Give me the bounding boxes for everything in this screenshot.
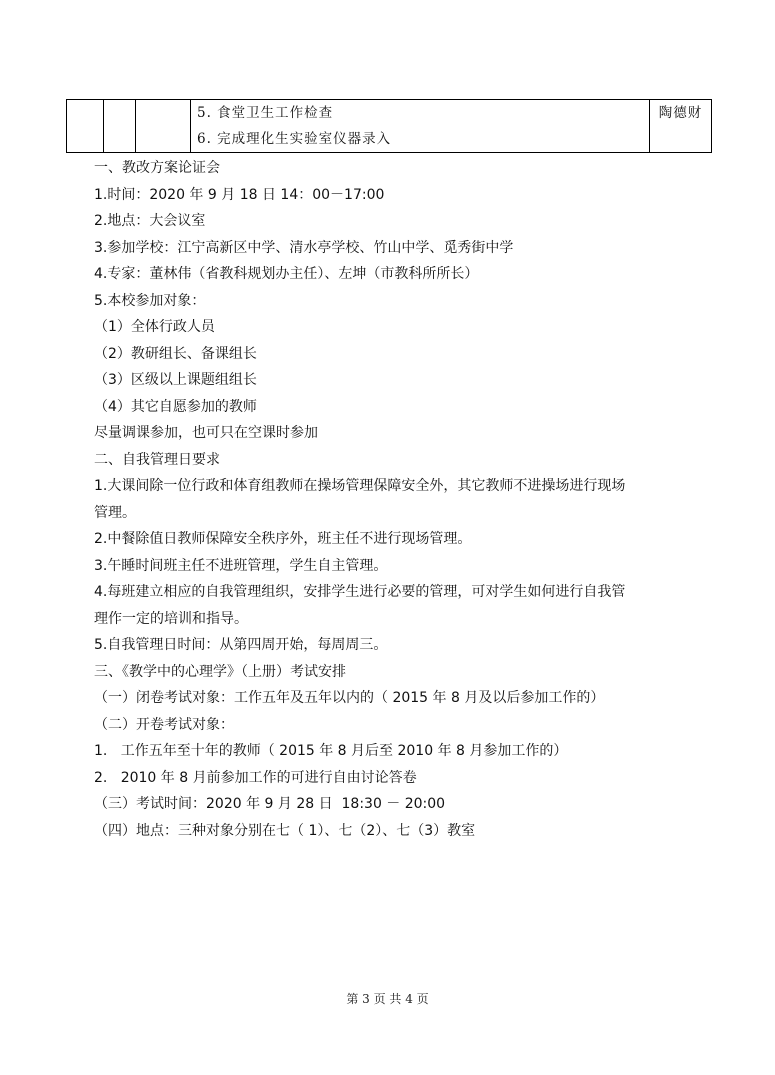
text-line: 3.参加学校：江宁高新区中学、清水亭学校、竹山中学、觅秀街中学	[94, 239, 514, 256]
table-cell-empty-1	[67, 100, 104, 153]
page-footer: 第 3 页 共 4 页	[346, 992, 429, 1006]
section-heading-1: 一、教改方案论证会	[94, 160, 220, 176]
text-line: 1. 工作五年至十年的教师（ 2015 年 8 月后至 2010 年 8 月参加工作的）	[94, 743, 568, 759]
text-line: 2.地点：大会议室	[94, 213, 206, 229]
table-cell-empty-3	[136, 100, 191, 153]
text-line: 管理。	[94, 504, 136, 521]
text-line: （1）全体行政人员	[94, 319, 215, 335]
text-line: （一）闭卷考试对象：工作五年及五年以内的（ 2015 年 8 月及以后参加工作的）	[94, 690, 605, 706]
text-line: 3.午睡时间班主任不进班管理，学生自主管理。	[94, 557, 388, 574]
table-cell-person: 陶德财	[650, 100, 712, 153]
text-line: （3）区级以上课题组组长	[94, 372, 257, 388]
text-line: 2. 2010 年 8 月前参加工作的可进行自由讨论答卷	[94, 769, 417, 786]
text-line: 1.大课间除一位行政和体育组教师在操场管理保障安全外，其它教师不进操场进行现场	[94, 478, 626, 494]
text-line: （三）考试时间：2020 年 9 月 28 日 18:30 － 20:00	[94, 796, 446, 812]
text-line: （四）地点：三种对象分别在七（ 1）、七（2）、七（3）教室	[94, 822, 476, 839]
table-row	[67, 100, 712, 153]
table-cell-empty-2	[104, 100, 136, 153]
text-line: 4.每班建立相应的自我管理组织，安排学生进行必要的管理，可对学生如何进行自我管	[94, 584, 626, 600]
text-line: （4）其它自愿参加的教师	[94, 398, 257, 415]
section-heading-3: 三、《教学中的心理学》（上册）考试安排	[94, 663, 346, 680]
text-line: 5.自我管理日时间：从第四周开始，每周周三。	[94, 637, 388, 653]
text-line: （2）教研组长、备课组长	[94, 345, 257, 362]
task-item-5: 5. 食堂卫生工作检查	[197, 105, 334, 121]
schedule-table-fragment	[66, 99, 712, 153]
section-heading-2: 二、自我管理日要求	[94, 451, 220, 468]
text-line: 5.本校参加对象：	[94, 292, 206, 309]
table-cell-tasks	[191, 100, 650, 153]
text-line: 理作一定的培训和指导。	[94, 610, 248, 627]
task-item-6: 6. 完成理化生实验室仪器录入	[197, 131, 392, 147]
document-body	[94, 155, 694, 844]
text-line: 1.时间：2020 年 9 月 18 日 14：00－17:00	[94, 186, 385, 203]
text-line: （二）开卷考试对象：	[94, 716, 234, 733]
text-line: 2.中餐除值日教师保障安全秩序外，班主任不进行现场管理。	[94, 531, 472, 547]
text-line: 4.专家：董林伟（省教科规划办主任）、左坤（市教科所所长）	[94, 266, 479, 282]
text-line: 尽量调课参加，也可只在空课时参加	[94, 425, 318, 441]
